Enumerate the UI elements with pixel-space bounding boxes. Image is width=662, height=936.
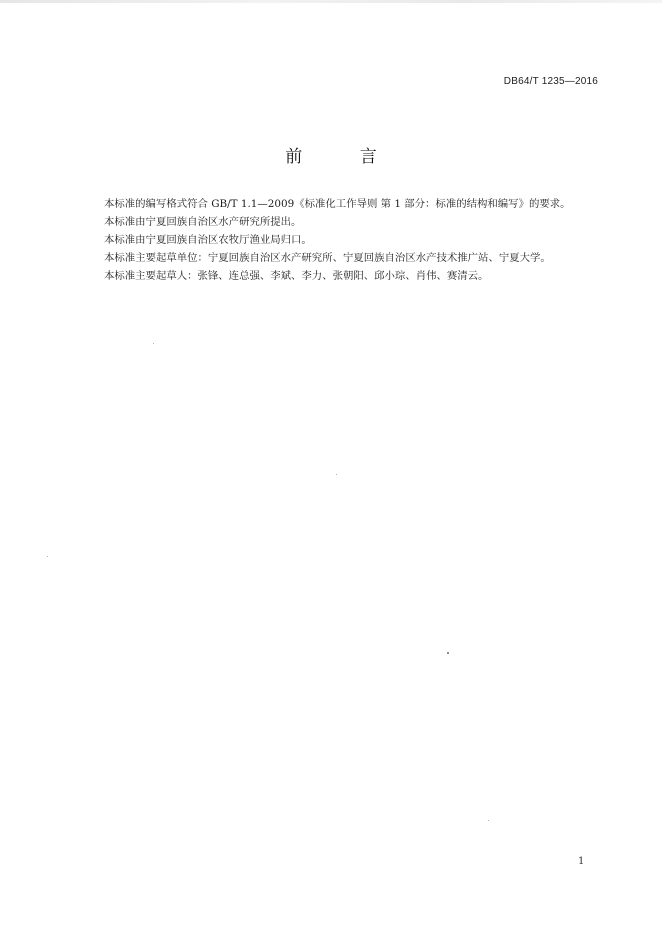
- scan-edge: [0, 0, 662, 3]
- preface-line: 本标准主要起草人：张锋、连总强、李斌、李力、张朝阳、邱小琮、肖伟、赛清云。: [104, 270, 489, 282]
- preface-line: 本标准由宁夏回族自治区农牧厅渔业局归口。: [104, 234, 312, 246]
- preface-line: 本标准主要起草单位：宁夏回族自治区水产研究所、宁夏回族自治区水产技术推广站、宁夏大学。: [104, 252, 551, 264]
- scan-speck: [336, 474, 337, 475]
- scan-speck: [447, 652, 449, 654]
- scan-speck: [153, 343, 154, 344]
- document-code: DB64/T 1235—2016: [503, 76, 598, 87]
- scan-speck: [47, 556, 48, 557]
- preface-line: 本标准的编写格式符合 GB/T 1.1—2009《标准化工作导则 第 1 部分：标准的结构和编写》的要求。: [104, 198, 571, 210]
- page-title: 前 言: [285, 147, 403, 167]
- preface-body: [104, 195, 614, 285]
- page-number: 1: [578, 856, 585, 867]
- scan-speck: [488, 820, 489, 821]
- preface-line: 本标准由宁夏回族自治区水产研究所提出。: [104, 216, 302, 228]
